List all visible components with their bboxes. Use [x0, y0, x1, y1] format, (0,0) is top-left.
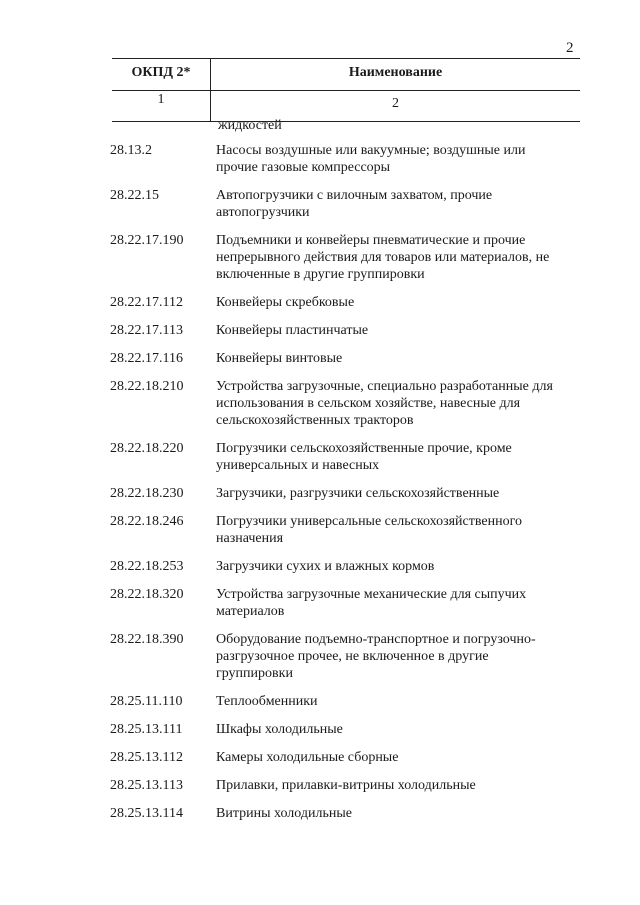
table-row [110, 513, 590, 547]
item-name: Теплообменники [216, 694, 318, 709]
item-name: Оборудование подъемно-транспортное и погрузочно-разгрузочное прочее, не включенное в другие группировки [216, 632, 536, 681]
okpd-code: 28.22.18.230 [110, 486, 184, 501]
item-name: Устройства загрузочные механические для сыпучих материалов [216, 587, 527, 619]
table-row [110, 558, 590, 575]
table-header [112, 58, 580, 122]
name-column-header: Наименование [348, 65, 443, 80]
okpd-code: 28.13.2 [110, 143, 152, 158]
table-row [110, 693, 590, 710]
okpd-code: 28.25.13.114 [110, 806, 183, 821]
item-name: Погрузчики сельскохозяйственные прочие, кроме универсальных и навесных [216, 441, 512, 473]
item-name: Витрины холодильные [216, 806, 352, 821]
item-name: Загрузчики, разгрузчики сельскохозяйственные [216, 486, 500, 501]
code-column-number: 1 [157, 92, 165, 107]
okpd-code: 28.22.15 [110, 188, 159, 203]
okpd-code: 28.22.18.210 [110, 379, 184, 394]
okpd-code: 28.22.18.246 [110, 514, 184, 529]
table-row [110, 378, 590, 429]
table-row [110, 232, 590, 283]
table-body [110, 117, 590, 833]
okpd-code: 28.22.18.320 [110, 587, 184, 602]
table-row [110, 721, 590, 738]
item-name: Автопогрузчики с вилочным захватом, прочие автопогрузчики [216, 188, 493, 220]
okpd-code: 28.22.17.190 [110, 233, 184, 248]
item-name: Конвейеры пластинчатые [216, 323, 369, 338]
okpd-code: 28.22.18.253 [110, 559, 184, 574]
item-name: Подъемники и конвейеры пневматические и прочие непрерывного действия для товаров или материалов, не включенные в другие группировки [216, 233, 550, 282]
okpd-code: 28.25.13.113 [110, 778, 183, 793]
table-row [110, 749, 590, 766]
table-row [110, 631, 590, 682]
okpd-code: 28.25.11.110 [110, 694, 183, 709]
header-middle-border [112, 90, 580, 91]
okpd-code: 28.25.13.112 [110, 750, 183, 765]
item-name: Конвейеры винтовые [216, 351, 343, 366]
item-name: Погрузчики универсальные сельскохозяйственного назначения [216, 514, 522, 546]
okpd-code: 28.25.13.111 [110, 722, 183, 737]
okpd-code: 28.22.17.112 [110, 295, 183, 310]
okpd-code: 28.22.18.390 [110, 632, 184, 647]
item-name: Загрузчики сухих и влажных кормов [216, 559, 435, 574]
code-column-header: ОКПД 2* [131, 65, 191, 80]
okpd-code: 28.22.17.113 [110, 323, 183, 338]
item-name: Прилавки, прилавки-витрины холодильные [216, 778, 476, 793]
table-row [110, 586, 590, 620]
table-row [110, 485, 590, 502]
page-number: 2 [566, 40, 574, 56]
table-rows [110, 142, 590, 822]
name-column-number: 2 [392, 96, 399, 111]
okpd-code: 28.22.18.220 [110, 441, 184, 456]
table-row [110, 187, 590, 221]
item-name: Насосы воздушные или вакуумные; воздушные или прочие газовые компрессоры [216, 143, 526, 175]
table-row [110, 777, 590, 794]
item-name: Конвейеры скребковые [216, 295, 355, 310]
okpd-code: 28.22.17.116 [110, 351, 183, 366]
table-row [110, 350, 590, 367]
continuation-text: жидкостей [218, 118, 282, 133]
table-row [110, 294, 590, 311]
table-row [110, 805, 590, 822]
table-row [110, 142, 590, 176]
table-row [110, 440, 590, 474]
item-name: Устройства загрузочные, специально разработанные для использования в сельском хозяйстве, навесные для сельскохозяйственных тракторов [216, 379, 553, 428]
item-name: Шкафы холодильные [216, 722, 343, 737]
header-top-border [112, 58, 580, 59]
table-row [110, 322, 590, 339]
item-name: Камеры холодильные сборные [216, 750, 399, 765]
